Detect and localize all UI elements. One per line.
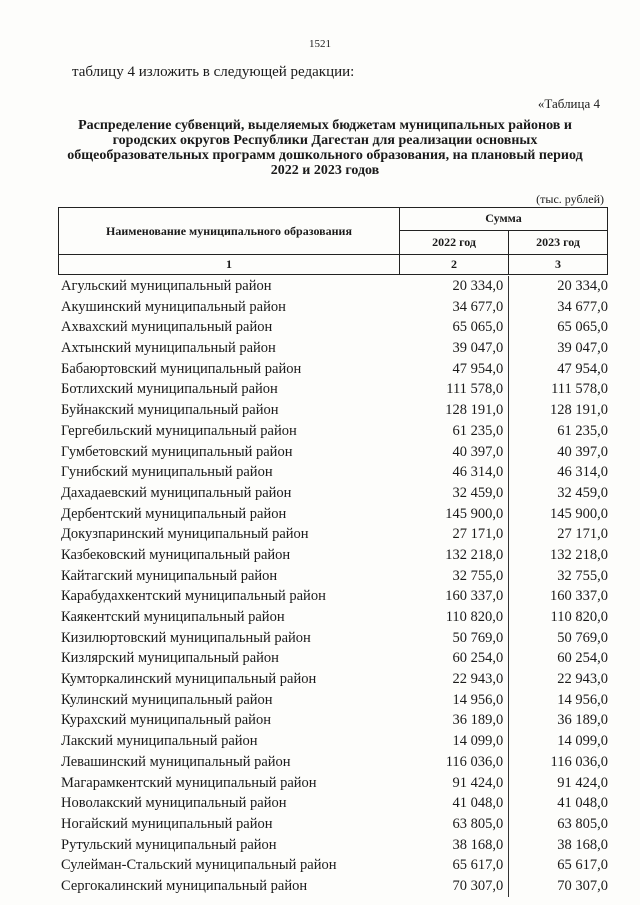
intro-text: таблицу 4 изложить в следующей редакции: <box>72 64 355 80</box>
value-2023: 50 769,0 <box>557 629 608 646</box>
municipality-name: Лакский муниципальный район <box>61 733 258 750</box>
value-2022: 41 048,0 <box>398 793 509 814</box>
table-row <box>58 338 608 359</box>
municipality-name: Сергокалинский муниципальный район <box>61 877 308 894</box>
value-2022: 46 314,0 <box>398 462 509 483</box>
municipality-name: Кизилюртовский муниципальный район <box>61 629 311 646</box>
value-2022: 38 168,0 <box>398 835 509 856</box>
municipality-name: Ахвахский муниципальный район <box>61 319 273 336</box>
value-2022: 128 191,0 <box>398 400 509 421</box>
municipality-name: Дахадаевский муниципальный район <box>61 484 292 501</box>
value-2023: 32 459,0 <box>557 484 608 501</box>
value-2022: 145 900,0 <box>398 504 509 525</box>
table-row <box>58 876 608 897</box>
table-row <box>58 607 608 628</box>
value-2023: 132 218,0 <box>550 546 608 563</box>
value-2022: 63 805,0 <box>398 814 509 835</box>
value-2023: 47 954,0 <box>557 360 608 377</box>
value-2023: 63 805,0 <box>557 815 608 832</box>
municipality-name: Ногайский муниципальный район <box>61 815 273 832</box>
value-2023: 41 048,0 <box>557 795 608 812</box>
table-row <box>58 855 608 876</box>
value-2022: 40 397,0 <box>398 442 509 463</box>
value-2022: 39 047,0 <box>398 338 509 359</box>
header-name-column: Наименование муниципального образования <box>59 208 400 255</box>
header-col-num-1: 1 <box>59 255 400 275</box>
value-2023: 27 171,0 <box>557 526 608 543</box>
municipality-name: Буйнакский муниципальный район <box>61 402 279 419</box>
value-2022: 34 677,0 <box>398 297 509 318</box>
value-2022: 160 337,0 <box>398 586 509 607</box>
value-2023: 14 956,0 <box>557 691 608 708</box>
value-2022: 47 954,0 <box>398 359 509 380</box>
value-2022: 60 254,0 <box>398 648 509 669</box>
municipality-name: Казбековский муниципальный район <box>61 546 291 563</box>
table-row <box>58 814 608 835</box>
table-header <box>58 207 608 275</box>
value-2023: 65 065,0 <box>557 319 608 336</box>
table-row <box>58 793 608 814</box>
value-2022: 65 065,0 <box>398 317 509 338</box>
municipality-name: Кулинский муниципальный район <box>61 691 273 708</box>
table-row <box>58 400 608 421</box>
value-2023: 46 314,0 <box>557 464 608 481</box>
value-2022: 32 755,0 <box>398 566 509 587</box>
value-2022: 70 307,0 <box>398 876 509 897</box>
municipality-name: Гергебильский муниципальный район <box>61 422 297 439</box>
table-row <box>58 483 608 504</box>
value-2022: 27 171,0 <box>398 524 509 545</box>
value-2023: 39 047,0 <box>557 340 608 357</box>
municipality-name: Кизлярский муниципальный район <box>61 650 279 667</box>
value-2023: 111 578,0 <box>551 381 608 398</box>
value-2022: 36 189,0 <box>398 710 509 731</box>
header-col-num-3: 3 <box>509 255 608 275</box>
municipality-name: Магарамкентский муниципальный район <box>61 774 317 791</box>
value-2023: 70 307,0 <box>557 877 608 894</box>
municipality-name: Кумторкалинский муниципальный район <box>61 671 317 688</box>
value-2023: 22 943,0 <box>557 671 608 688</box>
value-2023: 14 099,0 <box>557 733 608 750</box>
municipality-name: Агульский муниципальный район <box>61 278 272 294</box>
value-2023: 160 337,0 <box>550 588 608 605</box>
value-2023: 65 617,0 <box>557 857 608 874</box>
municipality-name: Курахский муниципальный район <box>61 712 271 729</box>
header-year-2022: 2022 год <box>400 230 509 254</box>
header-col-num-2: 2 <box>400 255 509 275</box>
municipality-name: Ботлихский муниципальный район <box>61 381 278 398</box>
table-row <box>58 379 608 400</box>
municipality-name: Ахтынский муниципальный район <box>61 340 276 357</box>
header-year-2023: 2023 год <box>509 230 608 254</box>
table-row <box>58 504 608 525</box>
municipality-name: Сулейман-Стальский муниципальный район <box>61 857 337 874</box>
value-2023: 36 189,0 <box>557 712 608 729</box>
value-2022: 111 578,0 <box>398 379 509 400</box>
table-row <box>58 421 608 442</box>
table-reference: «Таблица 4 <box>537 96 600 111</box>
page-number: 1521 <box>309 38 331 50</box>
table-row <box>58 628 608 649</box>
municipality-name: Рутульский муниципальный район <box>61 836 277 853</box>
units-note: (тыс. рублей) <box>536 192 604 206</box>
municipality-name: Гумбетовский муниципальный район <box>61 443 293 460</box>
table-row <box>58 276 608 297</box>
table-row <box>58 648 608 669</box>
table-row <box>58 669 608 690</box>
table-row <box>58 297 608 318</box>
municipality-name: Гунибский муниципальный район <box>61 464 273 481</box>
table-row <box>58 317 608 338</box>
municipality-name: Карабудахкентский муниципальный район <box>61 588 326 605</box>
value-2023: 128 191,0 <box>550 402 608 419</box>
value-2023: 91 424,0 <box>557 774 608 791</box>
table-row <box>58 835 608 856</box>
value-2022: 132 218,0 <box>398 545 509 566</box>
value-2023: 61 235,0 <box>557 422 608 439</box>
municipality-name: Докузпаринский муниципальный район <box>61 526 309 543</box>
table-row <box>58 442 608 463</box>
document-title: Распределение субвенций, выделяемых бюджетам муниципальных районов и городских округов Республики Дагестан для реализации основных общеобразовательных программ дошкольного образования, на плановый период 2022 и 2023 годов <box>67 118 583 178</box>
value-2022: 110 820,0 <box>398 607 509 628</box>
value-2023: 116 036,0 <box>550 753 608 770</box>
municipality-name: Кайтагский муниципальный район <box>61 567 278 584</box>
value-2022: 14 956,0 <box>398 690 509 711</box>
value-2023: 38 168,0 <box>557 836 608 853</box>
municipality-name: Дербентский муниципальный район <box>61 505 287 522</box>
value-2023: 32 755,0 <box>557 567 608 584</box>
header-sum-column: Сумма <box>400 208 608 231</box>
table-row <box>58 462 608 483</box>
table-row <box>58 690 608 711</box>
table-row <box>58 773 608 794</box>
municipality-name: Левашинский муниципальный район <box>61 753 291 770</box>
table-row <box>58 731 608 752</box>
value-2023: 34 677,0 <box>557 298 608 315</box>
value-2022: 91 424,0 <box>398 773 509 794</box>
value-2022: 65 617,0 <box>398 855 509 876</box>
table-row <box>58 524 608 545</box>
value-2023: 40 397,0 <box>557 443 608 460</box>
municipality-name: Акушинский муниципальный район <box>61 298 286 315</box>
value-2023: 110 820,0 <box>550 609 608 625</box>
table-row <box>58 710 608 731</box>
municipality-name: Бабаюртовский муниципальный район <box>61 360 302 377</box>
table-row <box>58 566 608 587</box>
value-2022: 50 769,0 <box>398 628 509 649</box>
table-body <box>58 276 608 897</box>
value-2022: 14 099,0 <box>398 731 509 752</box>
table-row <box>58 359 608 380</box>
value-2022: 32 459,0 <box>398 483 509 504</box>
value-2023: 20 334,0 <box>557 278 608 294</box>
value-2022: 116 036,0 <box>398 752 509 773</box>
table-row <box>58 586 608 607</box>
table-row <box>58 752 608 773</box>
value-2022: 22 943,0 <box>398 669 509 690</box>
value-2023: 145 900,0 <box>550 505 608 522</box>
table-row <box>58 545 608 566</box>
value-2023: 60 254,0 <box>557 650 608 667</box>
value-2022: 20 334,0 <box>398 276 509 297</box>
value-2022: 61 235,0 <box>398 421 509 442</box>
municipality-name: Каякентский муниципальный район <box>61 609 285 625</box>
municipality-name: Новолакский муниципальный район <box>61 795 287 812</box>
